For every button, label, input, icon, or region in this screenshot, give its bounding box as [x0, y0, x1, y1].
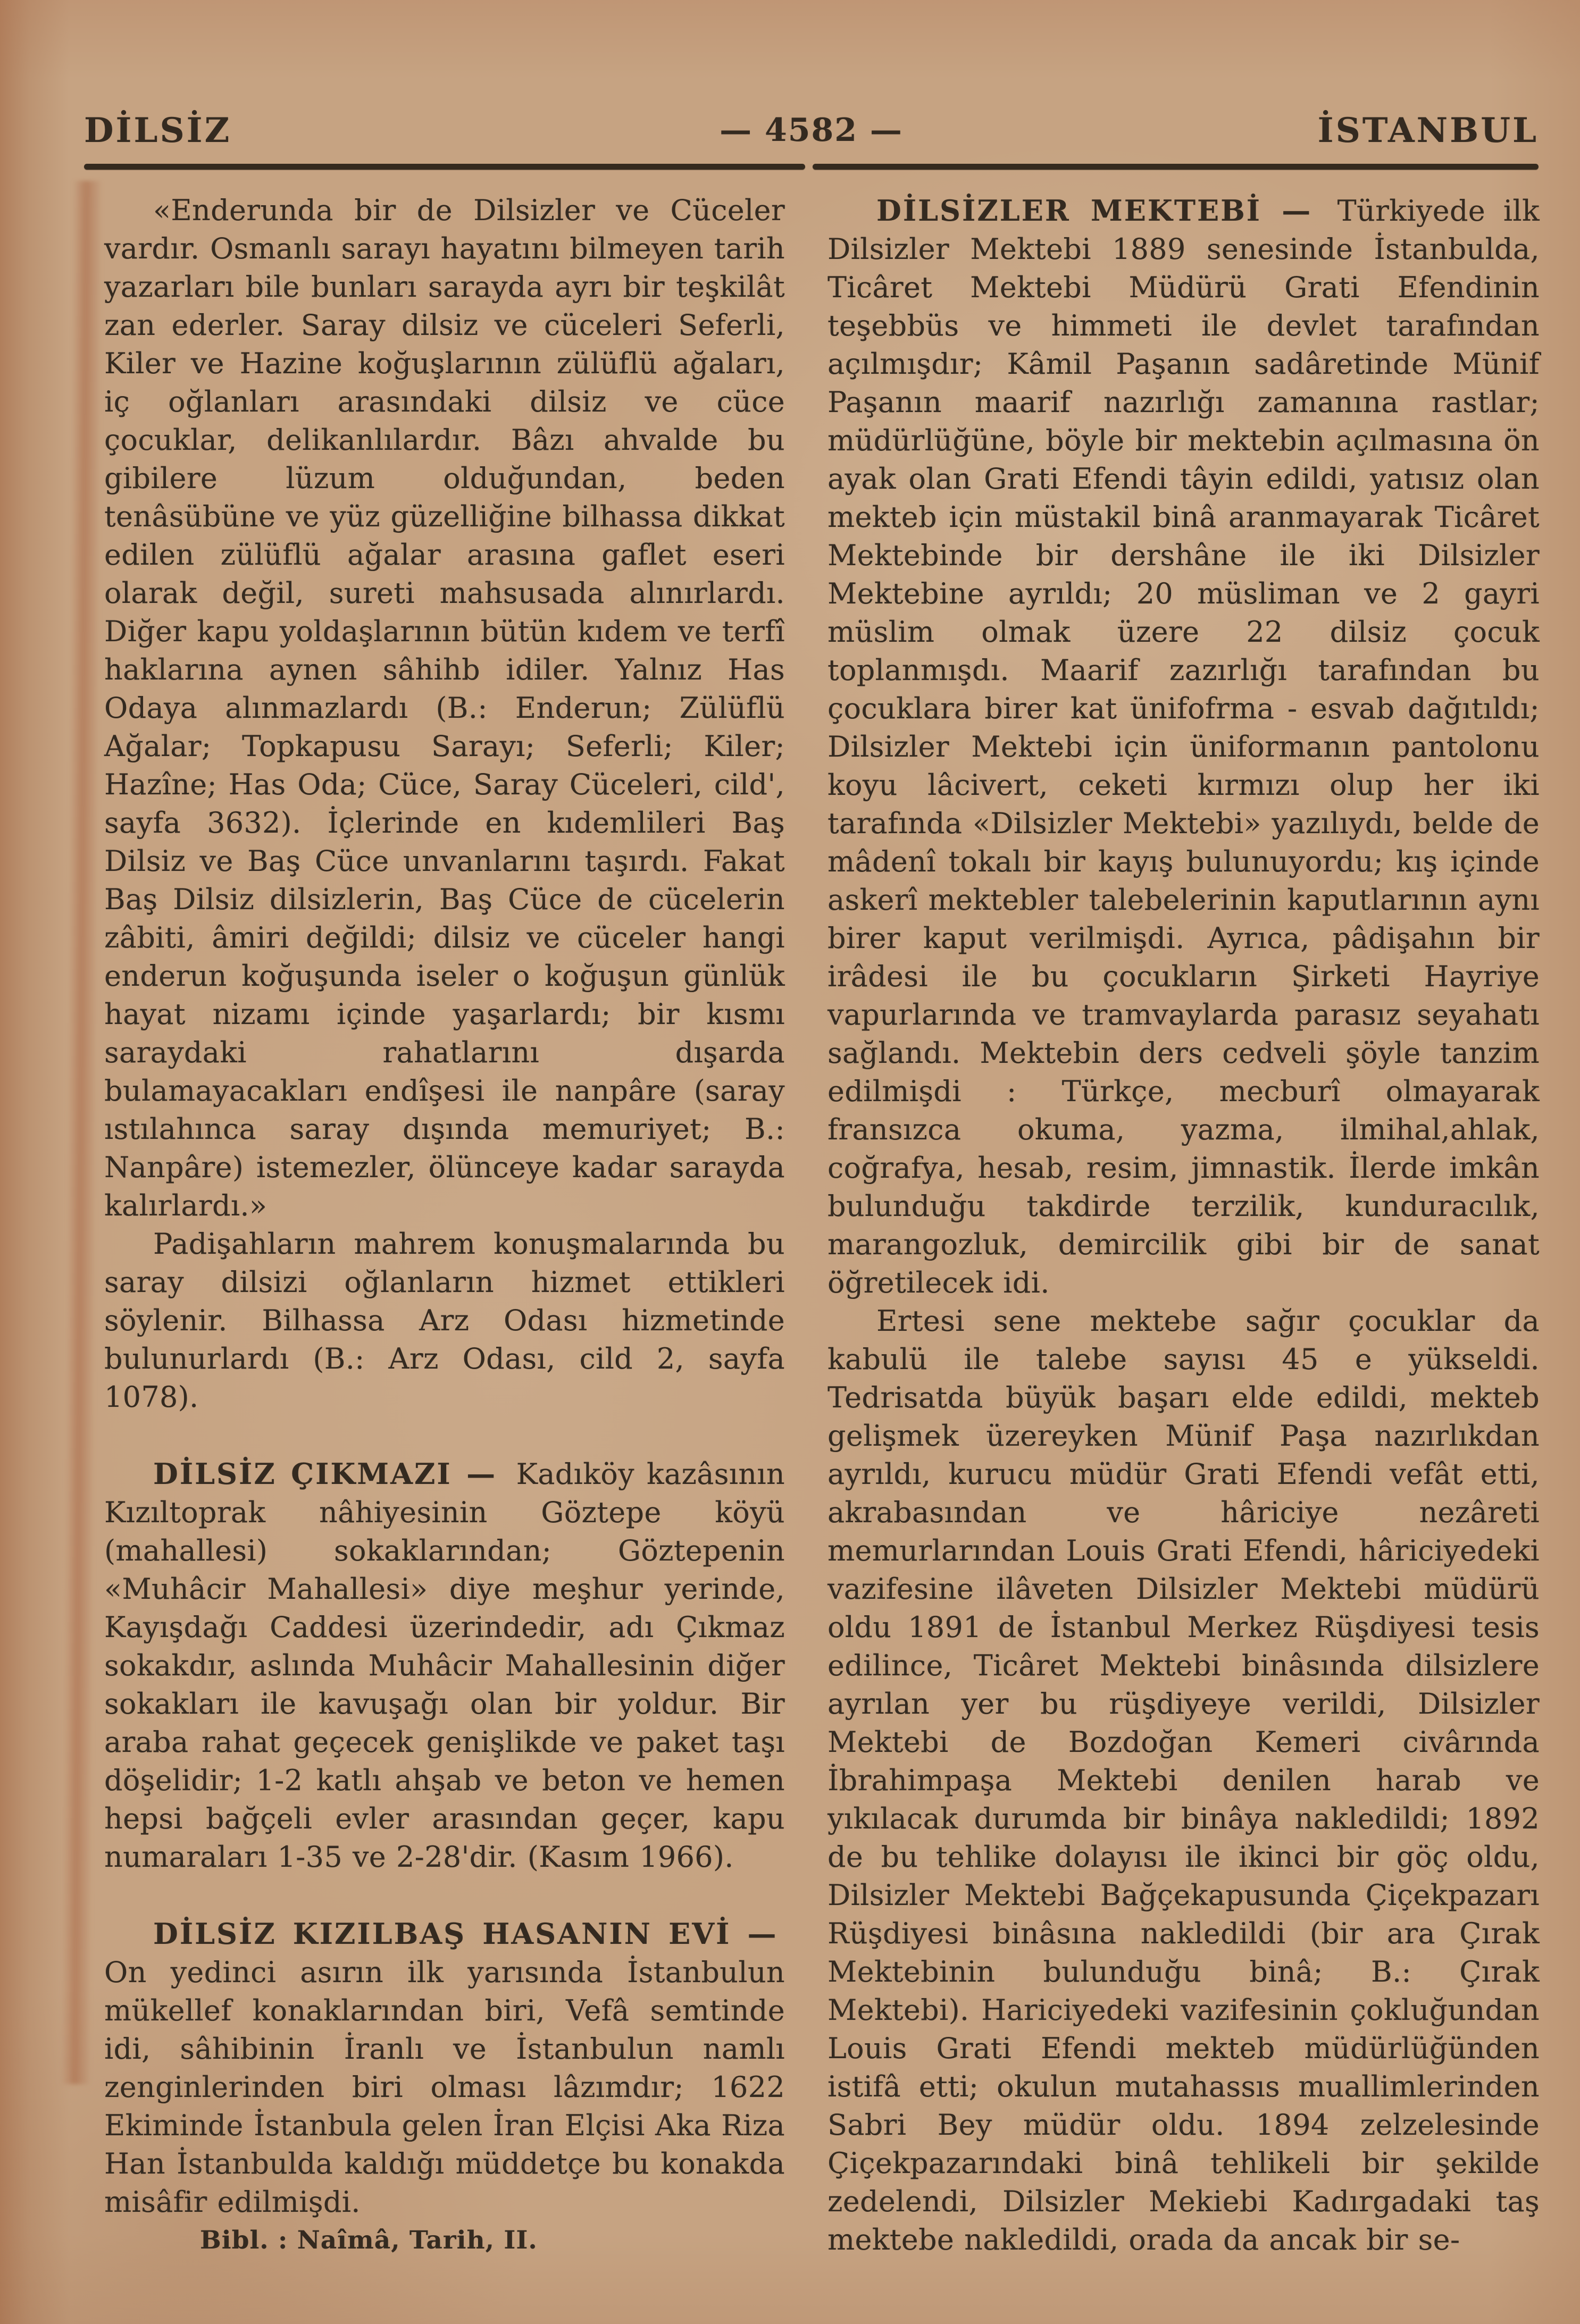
running-head-left: DİLSİZ	[84, 111, 232, 150]
entry-body-dilsiz-cikmazi: Kadıköy kazâsının Kızıltoprak nâhiyesinin Göztepe köyü (mahallesi) sokaklarından; Göztepenin «Muhâcir Mahallesi» diye meşhur yerinde, Kayışdağı Caddesi üzerindedir, adı Çıkmaz sokakdır, aslında Muhâcir Mahallesinin diğer sokakları ile kavuşağı olan bir yoldur. Bir araba rahat geçecek genişlikde ve paket taşı döşelidir; 1-2 katlı ahşab ve beton ve hemen hepsi bağçeli evler arasından geçer, kapu numaraları 1-35 ve 2-28'dir. (Kasım 1966).	[104, 1457, 785, 1874]
entry-body-kizilbas-hasanin-evi: On yedinci asırın ilk yarısında İstanbulun mükellef konaklarından biri, Vefâ semtinde idi, sâhibinin İranlı ve İstanbulun namlı zenginlerinden biri olması lâzımdır; 1622 Ekiminde İstanbula gelen İran Elçisi Aka Riza Han İstanbulda kaldığı müddetçe bu konakda misâfir edilmişdi.	[104, 1956, 785, 2219]
page-number: — 4582 —	[720, 112, 903, 149]
right-column	[827, 191, 1540, 2260]
entry-headword-dilsiz-cikmazi: DİLSİZ ÇIKMAZI —	[153, 1457, 497, 1491]
header-rule	[84, 164, 1539, 170]
left-column	[104, 191, 785, 2260]
paragraph-ertesi-sene: Ertesi sene mektebe sağır çocuklar da kabulü ile talebe sayısı 45 e yükseldi. Tedrisatda büyük başarı elde edildi, mekteb gelişmek üzereyken Münif Paşa nazırlıkdan ayrıldı, kurucu müdür Grati Efendi vefât etti, akrabasından ve hâriciye nezâreti memurlarından Louis Grati Efendi, hâriciyedeki vazifesine ilâveten Dilsizler Mektebi müdürü oldu 1891 de İstanbul Merkez Rüşdiyesi tesis edilince, Ticâret Mektebi binâsında dilsizlere ayrılan yer bu rüşdiyeye verildi, Dilsizler Mektebi de Bozdoğan Kemeri civârında İbrahimpaşa Mektebi denilen harab ve yıkılacak durumda bir binâya nakledildi; 1892 de bu tehlike dolayısı ile ikinci bir göç oldu, Dilsizler Mektebi Bağçekapusunda Çiçekpazarı Rüşdiyesi binâsına nakledildi (bir ara Çırak Mektebinin bulunduğu binâ; B.: Çırak Mektebi). Hariciyedeki vazifesinin çokluğundan Louis Grati Efendi mekteb müdürlüğünden istifâ etti; okulun mutahassıs muallimlerinden Sabri Bey müdür oldu. 1894 zelzelesinde Çiçekpazarındaki binâ tehlikeli bir şekilde zedelendi, Dilsizler Mekiebi Kadırgadaki taş mektebe nakledildi, orada da ancak bir se-	[827, 1304, 1540, 2256]
text-columns	[104, 191, 1540, 2260]
page-gutter-shadow	[61, 181, 103, 2084]
entry-headword-dilsizler-mektebi: DİLSİZLER MEKTEBİ —	[876, 194, 1313, 228]
paragraph-padisahlarin: Padişahların mahrem konuşmalarında bu saray dilsizi oğlanların hizmet ettikleri söylenir. Bilhassa Arz Odası hizmetinde bulunurlardı (B.: Arz Odası, cild 2, sayfa 1078).	[104, 1227, 785, 1414]
entry-dilsiz-cikmazi	[104, 1455, 785, 1876]
entry-headword-kizilbas-hasanin-evi: DİLSİZ KIZILBAŞ HASANIN EVİ —	[153, 1917, 778, 1951]
entry-dilsizler-mektebi	[827, 191, 1540, 1302]
header-rule-left-segment	[84, 164, 805, 170]
bibliography-line: Bibl. : Naîmâ, Tarih, II.	[200, 2226, 538, 2255]
header-rule-right-segment	[813, 164, 1539, 170]
page-header	[84, 111, 1539, 153]
running-head-right: İSTANBUL	[1317, 111, 1539, 150]
paragraph-enderun-quote: «Enderunda bir de Dilsizler ve Cüceler vardır. Osmanlı sarayı hayatını bilmeyen tarih yazarları bile bunları sarayda ayrı bir teşkilât zan ederler. Saray dilsiz ve cüceleri Seferli, Kiler ve Hazine koğuşlarının zülüflü ağaları, iç oğlanları arasındaki dilsiz ve cüce çocuklar, delikanlılardır. Bâzı ahvalde bu gibilere lüzum olduğundan, beden tenâsübüne ve yüz güzelliğine bilhassa dikkat edilen zülüflü ağalar arasına gaflet eseri olarak değil, sureti mahsusada alınırlardı. Diğer kapu yoldaşlarının bütün kıdem ve terfî haklarına aynen sâhihb idiler. Yalnız Has Odaya alınmazlardı (B.: Enderun; Zülüflü Ağalar; Topkapusu Sarayı; Seferli; Kiler; Hazîne; Has Oda; Cüce, Saray Cüceleri, cild', sayfa 3632). İçlerinde en kıdemlileri Baş Dilsiz ve Baş Cüce unvanlarını taşırdı. Fakat Baş Dilsiz dilsizlerin, Baş Cüce de cücelerin zâbiti, âmiri değildi; dilsiz ve cüceler hangi enderun koğuşunda iseler o koğuşun günlük hayat nizamı içinde yaşarlardı; bir kısmı saraydaki rahatlarını dışarda bulamayacakları endîşesi ile nanpâre (saray ıstılahınca saray dışında memuriyet; B.: Nanpâre) istemezler, ölünceye kadar sarayda kalırlardı.»	[104, 194, 785, 1222]
entry-dilsiz-kizilbas-hasanin-evi	[104, 1915, 785, 2221]
entry-body-dilsizler-mektebi: Türkiyede ilk Dilsizler Mektebi 1889 senesinde İstanbulda, Ticâret Mektebi Müdürü Grati Efendinin teşebbüs ve himmeti ile devlet tarafından açılmışdır; Kâmil Paşanın sadâretinde Münif Paşanın maarif nazırlığı zamanına rastlar; müdürlüğüne, böyle bir mektebin açılmasına ön ayak olan Grati Efendi tâyin edildi, yatısız olan mekteb için müstakil binâ aranmayarak Ticâret Mektebinde bir dershâne ile iki Dilsizler Mektebine ayrıldı; 20 müsliman ve 2 gayri müslim olmak üzere 22 dilsiz çocuk toplanmışdı. Maarif zazırlığı tarafından bu çocuklara birer kat ünifofrma - esvab dağıtıldı; Dilsizler Mektebi için üniformanın pantolonu koyu lâcivert, ceketi kırmızı olup her iki tarafında «Dilsizler Mektebi» yazılıydı, belde de mâdenî tokalı bir kayış bulunuyordu; kış içinde askerî mektebler talebelerinin kaputlarının aynı birer kaput verilmişdi. Ayrıca, pâdişahın bir irâdesi ile bu çocukların Şirketi Hayriye vapurlarında ve tramvaylarda parasız seyahatı sağlandı. Mektebin ders cedveli şöyle tanzim edilmişdi : Türkçe, mecburî olmayarak fransızca okuma, yazma, ilmihal,ahlak, coğrafya, hesab, resim, jimnastik. İlerde imkân bulunduğu takdirde terzilik, kunduracılık, marangozluk, demircilik gibi bir de sanat öğretilecek idi.	[827, 194, 1540, 1299]
